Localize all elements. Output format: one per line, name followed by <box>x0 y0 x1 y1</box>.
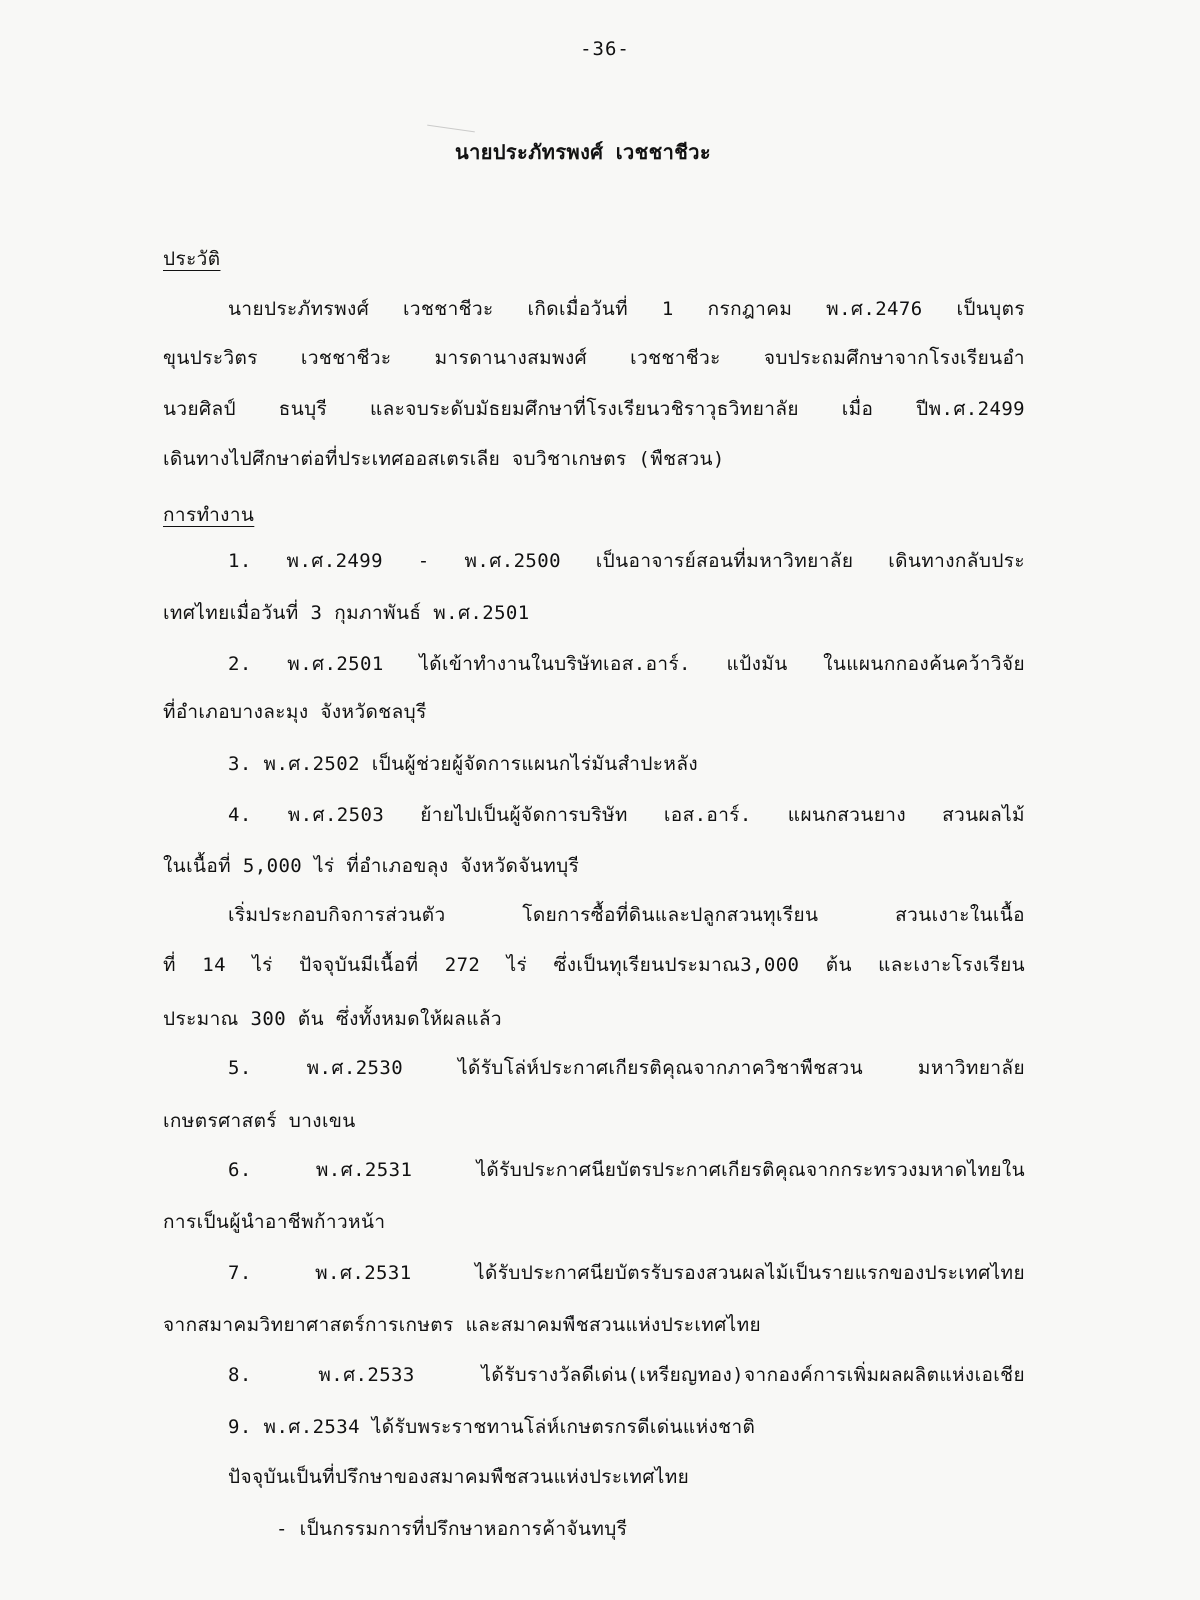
work-line: ในเนื้อที่ 5,000 ไร่ ที่อำเภอขลุง จังหวัดจันทบุรี <box>163 855 580 877</box>
page-number: -36- <box>580 38 630 60</box>
biography-line: ขุนประวิตร เวชชาชีวะ มารดานางสมพงศ์ เวชชาชีวะ จบประถมศึกษาจากโรงเรียนอำ <box>163 347 1025 369</box>
scan-mark <box>427 125 475 133</box>
biography-line: นวยศิลป์ ธนบุรี และจบระดับมัธยมศึกษาที่โรงเรียนวชิราวุธวิทยาลัย เมื่อ ปีพ.ศ.2499 <box>163 398 1025 420</box>
work-line: 7. พ.ศ.2531 ได้รับประกาศนียบัตรรับรองสวนผลไม้เป็นรายแรกของประเทศไทย <box>228 1262 1025 1284</box>
biography-line: นายประภัทรพงศ์ เวชชาชีวะ เกิดเมื่อวันที่ 1 กรกฎาคม พ.ศ.2476 เป็นบุตร <box>228 298 1025 320</box>
work-line: 5. พ.ศ.2530 ได้รับโล่ห์ประกาศเกียรติคุณจากภาควิชาพืชสวน มหาวิทยาลัย <box>228 1057 1025 1079</box>
work-line: ประมาณ 300 ต้น ซึ่งทั้งหมดให้ผลแล้ว <box>163 1008 502 1030</box>
biography-line: เดินทางไปศึกษาต่อที่ประเทศออสเตรเลีย จบวิชาเกษตร (พืชสวน) <box>163 448 725 470</box>
work-line: การเป็นผู้นำอาชีพก้าวหน้า <box>163 1211 386 1233</box>
work-line: เกษตรศาสตร์ บางเขน <box>163 1110 356 1132</box>
work-line: 4. พ.ศ.2503 ย้ายไปเป็นผู้จัดการบริษัท เอส.อาร์. แผนกสวนยาง สวนผลไม้ <box>228 804 1025 826</box>
work-line: ปัจจุบันเป็นที่ปรึกษาของสมาคมพืชสวนแห่งประเทศไทย <box>228 1466 690 1488</box>
work-line: ที่อำเภอบางละมุง จังหวัดชลบุรี <box>163 701 427 723</box>
work-line: 6. พ.ศ.2531 ได้รับประกาศนียบัตรประกาศเกียรติคุณจากกระทรวงมหาดไทยใน <box>228 1159 1025 1181</box>
work-line: 8. พ.ศ.2533 ได้รับรางวัลดีเด่น(เหรียญทอง)จากองค์การเพิ่มผลผลิตแห่งเอเชีย <box>228 1364 1025 1386</box>
work-line: - เป็นกรรมการที่ปรึกษาหอการค้าจันทบุรี <box>276 1518 628 1540</box>
work-line: เริ่มประกอบกิจการส่วนตัว โดยการซื้อที่ดินและปลูกสวนทุเรียน สวนเงาะในเนื้อ <box>228 904 1025 926</box>
document-title: นายประภัทรพงศ์ เวชชาชีวะ <box>455 140 711 164</box>
work-line: ที่ 14 ไร่ ปัจจุบันมีเนื้อที่ 272 ไร่ ซึ่งเป็นทุเรียนประมาณ3,000 ต้น และเงาะโรงเรียน <box>163 954 1025 976</box>
work-line: 2. พ.ศ.2501 ได้เข้าทำงานในบริษัทเอส.อาร์. แป้งมัน ในแผนกกองค้นคว้าวิจัย <box>228 653 1025 675</box>
work-line: 1. พ.ศ.2499 - พ.ศ.2500 เป็นอาจารย์สอนที่มหาวิทยาลัย เดินทางกลับประ <box>228 550 1025 572</box>
biography-heading: ประวัติ <box>163 248 221 270</box>
work-line: 3. พ.ศ.2502 เป็นผู้ช่วยผู้จัดการแผนกไร่มันสำปะหลัง <box>228 753 699 775</box>
work-line: เทศไทยเมื่อวันที่ 3 กุมภาพันธ์ พ.ศ.2501 <box>163 602 530 624</box>
work-line: 9. พ.ศ.2534 ได้รับพระราชทานโล่ห์เกษตรกรดีเด่นแห่งชาติ <box>228 1416 756 1438</box>
work-line: จากสมาคมวิทยาศาสตร์การเกษตร และสมาคมพืชสวนแห่งประเทศไทย <box>163 1314 762 1336</box>
work-heading: การทำงาน <box>163 504 255 526</box>
